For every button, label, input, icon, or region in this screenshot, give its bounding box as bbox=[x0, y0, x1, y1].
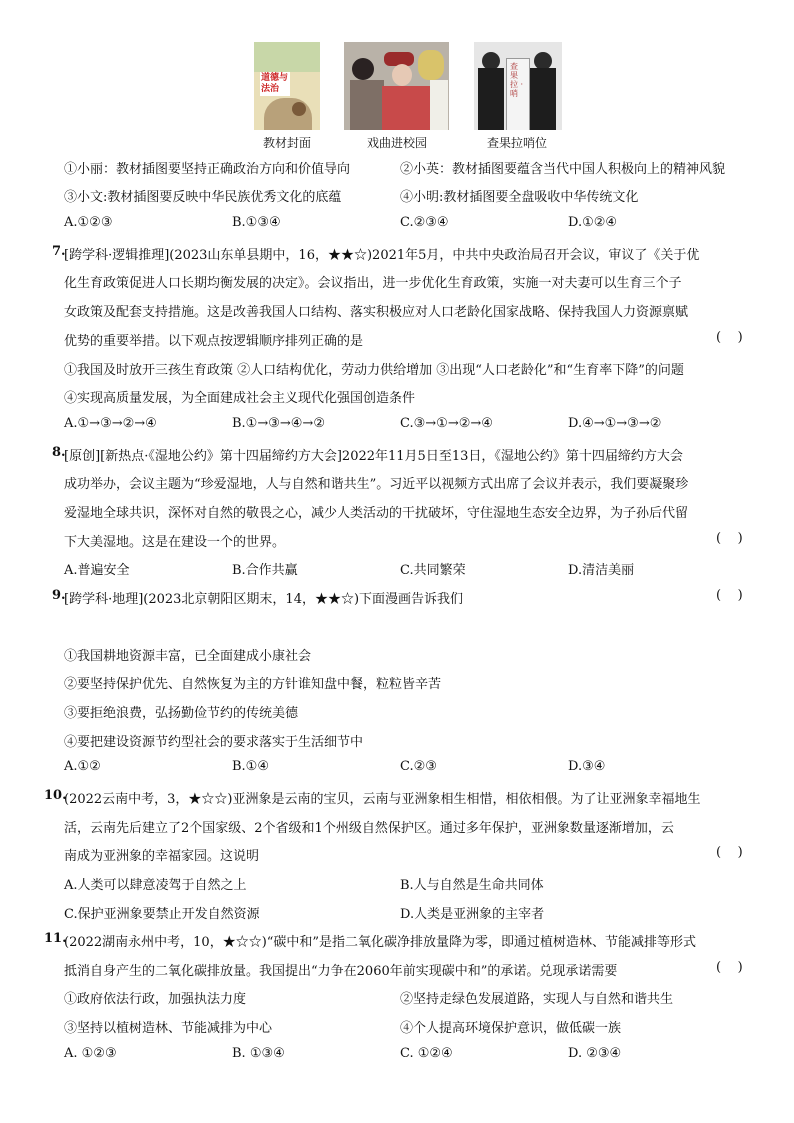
answer-option[interactable]: A.①→③→②→④ bbox=[64, 416, 157, 431]
answer-option[interactable]: D.③④ bbox=[568, 759, 606, 774]
question-number: 9. bbox=[52, 588, 66, 603]
question-number: 7. bbox=[52, 244, 66, 259]
answer-option[interactable]: D. ②③④ bbox=[568, 1046, 622, 1061]
question-stem: 女政策及配套支持措施。这是改善我国人口结构、落实积极应对人口老龄化国家战略、保持我国人力资源禀赋 bbox=[64, 305, 689, 320]
answer-option[interactable]: B.①③④ bbox=[232, 215, 281, 230]
statement: ③小文:教材插图要反映中华民族优秀文化的底蕴 bbox=[64, 190, 342, 205]
statement: ④个人提高环境保护意识，做低碳一族 bbox=[400, 1021, 622, 1036]
answer-option[interactable]: C.保护亚洲象要禁止开发自然资源 bbox=[64, 907, 260, 922]
cover-title: 道德与法治 bbox=[261, 73, 289, 94]
statement: ③要拒绝浪费，弘扬勤俭节约的传统美德 bbox=[64, 706, 299, 721]
answer-blank[interactable]: ( ) bbox=[716, 330, 743, 345]
answer-blank[interactable]: ( ) bbox=[716, 845, 743, 860]
answer-option[interactable]: D.人类是亚洲象的主宰者 bbox=[400, 907, 545, 922]
question-stem: 优势的重要举措。以下观点按逻辑顺序排列正确的是 bbox=[64, 334, 364, 349]
answer-option[interactable]: C.②③ bbox=[400, 759, 437, 774]
answer-option[interactable]: A.普遍安全 bbox=[64, 563, 130, 578]
chaguola-post-image bbox=[474, 42, 562, 130]
question-stem: [跨学科·地理](2023北京朝阳区期末，14，★★☆)下面漫画告诉我们 bbox=[64, 592, 464, 607]
statement: ③坚持以植树造林、节能减排为中心 bbox=[64, 1021, 273, 1036]
question-stem: (2022湖南永州中考，10，★☆☆)“碳中和”是指二氧化碳净排放量降为零，即通过植树造林、节能减排等形式 bbox=[64, 935, 697, 950]
question-number: 8. bbox=[52, 445, 66, 460]
question-stem: [跨学科·逻辑推理](2023山东单县期中，16，★★☆)2021年5月，中共中央政治局召开会议，审议了《关于优 bbox=[64, 248, 700, 263]
answer-option[interactable]: A.①②③ bbox=[64, 215, 113, 230]
image-caption: 教材封面 bbox=[262, 136, 311, 150]
answer-option[interactable]: A.人类可以肆意凌驾于自然之上 bbox=[64, 878, 247, 893]
statement: ④小明:教材插图要全盘吸收中华传统文化 bbox=[400, 190, 639, 205]
answer-option[interactable]: B.①④ bbox=[232, 759, 269, 774]
question-stem: (2022云南中考，3，★☆☆)亚洲象是云南的宝贝，云南与亚洲象相生相惜，相依相偎。为了让亚洲象幸福地生 bbox=[64, 792, 701, 807]
answer-option[interactable]: C. ①②④ bbox=[400, 1046, 453, 1061]
question-number: 10. bbox=[44, 788, 67, 803]
answer-option[interactable]: C.共同繁荣 bbox=[400, 563, 466, 578]
textbook-cover-image bbox=[254, 42, 320, 130]
question-stem: 化生育政策促进人口长期均衡发展的决定》。会议指出，进一步优化生育政策，实施一对夫妻可以生育三个子 bbox=[64, 276, 682, 291]
question-stem: 爱湿地全球共识，深怀对自然的敬畏之心，减少人类活动的干扰破坏，守住湿地生态安全边界，为子孙后代留 bbox=[64, 506, 689, 521]
statement: ①小丽：教材插图要坚持正确政治方向和价值导向 bbox=[64, 162, 351, 177]
question-stem: 成功举办，会议主题为“珍爱湿地，人与自然和谐共生”。习近平以视频方式出席了会议并表示，我们要凝聚珍 bbox=[64, 477, 689, 492]
image-caption: 戏曲进校园 bbox=[366, 136, 427, 150]
statement: ②小英：教材插图要蕴含当代中国人积极向上的精神风貌 bbox=[400, 162, 726, 177]
question-stem: [原创][新热点·《湿地公约》第十四届缔约方大会]2022年11月5日至13日，《湿地公约》第十四届缔约方大会 bbox=[64, 449, 683, 464]
statement: ①我国及时放开三孩生育政策 ②人口结构优化，劳动力供给增加 ③出现“人口老龄化”和“生育率下降”的问题 bbox=[64, 363, 684, 378]
statement: ①政府依法行政，加强执法力度 bbox=[64, 992, 247, 1007]
image-caption: 查果拉哨位 bbox=[486, 136, 547, 150]
answer-option[interactable]: D.①②④ bbox=[568, 215, 618, 230]
answer-option[interactable]: D.④→①→③→② bbox=[568, 416, 662, 431]
answer-option[interactable]: A. ①②③ bbox=[64, 1046, 117, 1061]
answer-option[interactable]: B.①→③→④→② bbox=[232, 416, 325, 431]
question-stem: 活，云南先后建立了2个国家级、2个省级和1个州级自然保护区。通过多年保护，亚洲象数量逐渐增加，云 bbox=[64, 821, 674, 836]
answer-blank[interactable]: ( ) bbox=[716, 531, 743, 546]
answer-option[interactable]: A.①② bbox=[64, 759, 101, 774]
question-stem: 南成为亚洲象的幸福家园。这说明 bbox=[64, 849, 260, 864]
answer-option[interactable]: D.清洁美丽 bbox=[568, 563, 635, 578]
question-stem: 下大美湿地。这是在建设一个的世界。 bbox=[64, 535, 286, 550]
answer-option[interactable]: B. ①③④ bbox=[232, 1046, 285, 1061]
answer-option[interactable]: C.③→①→②→④ bbox=[400, 416, 493, 431]
answer-option[interactable]: C.②③④ bbox=[400, 215, 449, 230]
answer-option[interactable]: B.合作共赢 bbox=[232, 563, 298, 578]
statement: ④实现高质量发展，为全面建成社会主义现代化强国创造条件 bbox=[64, 391, 416, 406]
statement: ①我国耕地资源丰富，已全面建成小康社会 bbox=[64, 649, 312, 664]
answer-option[interactable]: B.人与自然是生命共同体 bbox=[400, 878, 544, 893]
opera-campus-image bbox=[344, 42, 449, 130]
statement: ②要坚持保护优先、自然恢复为主的方针谁知盘中餐，粒粒皆辛苦 bbox=[64, 677, 442, 692]
answer-blank[interactable]: ( ) bbox=[716, 588, 743, 603]
stone-inscription: 查果拉 · 哨 bbox=[510, 62, 524, 98]
question-stem: 抵消自身产生的二氧化碳排放量。我国提出“力争在2060年前实现碳中和”的承诺。兑现承诺需要 bbox=[64, 964, 618, 979]
question-number: 11. bbox=[44, 931, 67, 946]
statement: ④要把建设资源节约型社会的要求落实于生活细节中 bbox=[64, 735, 364, 750]
answer-blank[interactable]: ( ) bbox=[716, 960, 743, 975]
statement: ②坚持走绿色发展道路，实现人与自然和谐共生 bbox=[400, 992, 674, 1007]
